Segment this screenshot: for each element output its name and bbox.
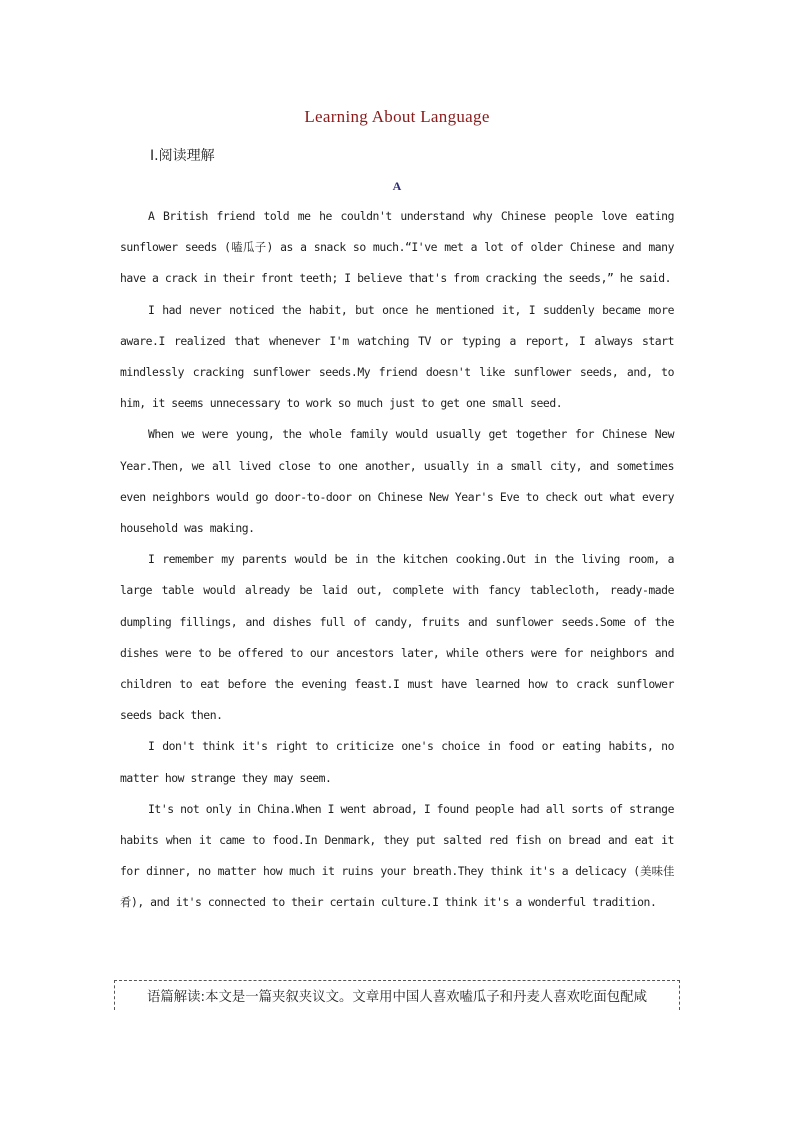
analysis-note-text: 语篇解读:本文是一篇夹叙夹议文。文章用中国人喜欢嗑瓜子和丹麦人喜欢吃面包配咸 (147, 990, 647, 1005)
passage-label: A (392, 179, 402, 193)
paragraph-6: It's not only in China.When I went abroad, I found people had all sorts of strange habits when it came to food.In Denmark, they put salted red fish on bread and eat it for dinner, no matter how much it ruins your breath.They think it's a delicacy (美味佳肴), and it's connected to their certain culture.I think it's a wonderful tradition. (120, 801, 674, 910)
paragraph-2: I had never noticed the habit, but once he mentioned it, I suddenly became more aware.I realized that whenever I'm watching TV or typing a report, I always start mindlessly cracking sunflower seeds.My friend doesn't like sunflower seeds, and, to him, it seems unnecessary to work so much just to get one small seed. (120, 302, 674, 411)
passage-body (120, 201, 674, 919)
section-heading: Ⅰ.阅读理解 (150, 148, 215, 164)
page-title: Learning About Language (304, 107, 490, 126)
analysis-note-box (114, 980, 680, 1010)
paragraph-4: I remember my parents would be in the kitchen cooking.Out in the living room, a large table would already be laid out, complete with fancy tablecloth, ready-made dumpling fillings, and dishes full of candy, fruits and sunflower seeds.Some of the dishes were to be offered to our ancestors later, while others were for neighbors and children to eat before the evening feast.I must have learned how to crack sunflower seeds back then. (120, 552, 674, 723)
paragraph-3: When we were young, the whole family would usually get together for Chinese New Year.Then, we all lived close to one another, usually in a small city, and sometimes even neighbors would go door-to-door on Chinese New Year's Eve to check out what every household was making. (120, 427, 674, 536)
paragraph-5: I don't think it's right to criticize one's choice in food or eating habits, no matter how strange they may seem. (120, 739, 674, 785)
paragraph-1: A British friend told me he couldn't understand why Chinese people love eating sunflower seeds (嗑瓜子) as a snack so much.“I've met a lot of older Chinese and many have a crack in their front teeth; I believe that's from cracking the seeds,” he said. (120, 209, 674, 286)
